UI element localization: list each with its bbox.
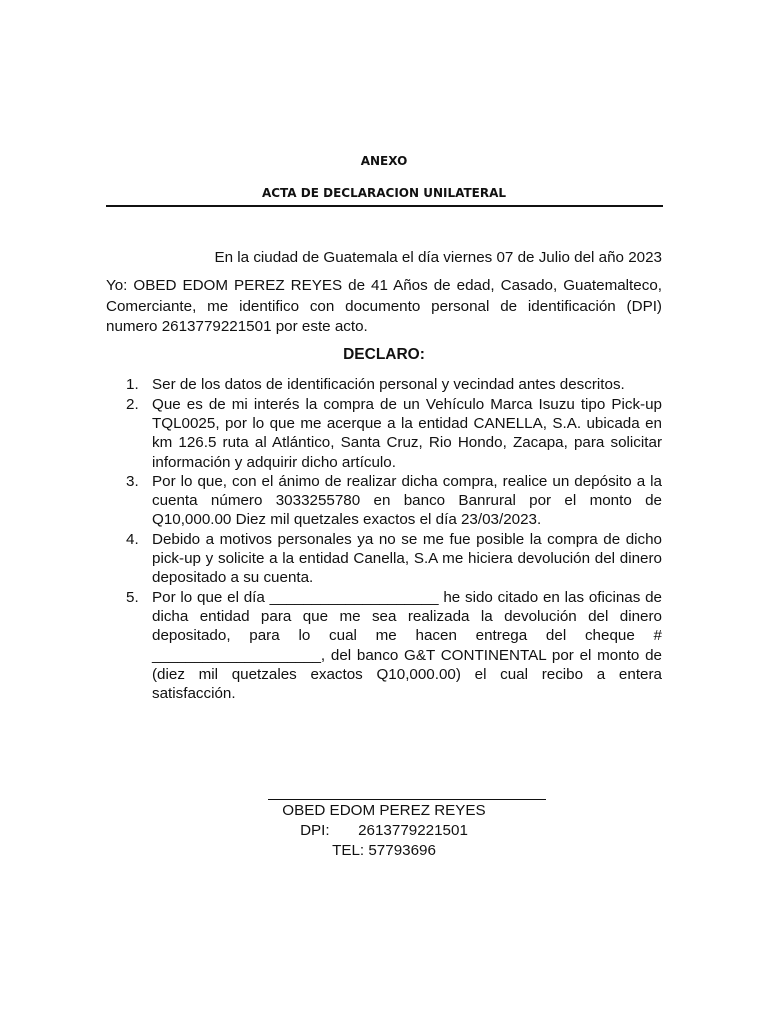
list-item-number: 4.: [126, 531, 139, 548]
signer-phone: TEL: 57793696: [332, 842, 436, 859]
list-item-text: Ser de los datos de identificación personal y vecindad antes descritos.: [152, 376, 625, 393]
dpi-value: 2613779221501: [358, 822, 468, 839]
document-title: ACTA DE DECLARACION UNILATERAL: [261, 186, 507, 200]
place-date-line: En la ciudad de Guatemala el día viernes 07 de Julio del año 2023: [214, 249, 662, 266]
list-item: [106, 395, 662, 472]
signer-dpi: [0, 821, 768, 841]
list-item-number: 1.: [126, 376, 139, 393]
list-item-text: Que es de mi interés la compra de un Vehículo Marca Isuzu tipo Pick-up TQL0025, por lo que me acerque a la entidad CANELLA, S.A. ubicada en km 126.5 ruta al Atlántico, Santa Cruz, Rio Hondo, Zacapa, para solicitar información y adquirir dicho artículo.: [152, 396, 662, 471]
list-item-number: 3.: [126, 473, 139, 490]
list-item-text: Por lo que el día ____________________ he sido citado en las oficinas de dicha entidad para que me sea realizada la devolución del dinero depositado, para lo cual me hacen entrega del cheque # ____________________, del banco G&T CONTINENTAL por el monto de (diez mil quetzales exactos Q10,000.00) el cual recibo a entera satisfacción.: [152, 589, 662, 703]
dpi-label: DPI:: [300, 822, 330, 839]
list-item: [106, 588, 662, 703]
title-rule: [106, 205, 663, 207]
declaro-heading: DECLARO:: [343, 346, 425, 363]
list-item-text: Debido a motivos personales ya no se me fue posible la compra de dicho pick-up y solicite a la entidad Canella, S.A me hiciera devolución del dinero depositado a su cuenta.: [152, 531, 662, 587]
signature-line: [268, 799, 546, 800]
list-item-number: 2.: [126, 396, 139, 413]
list-item: [106, 472, 662, 530]
list-item: [106, 375, 662, 394]
list-item: [106, 530, 662, 588]
list-item-text: Por lo que, con el ánimo de realizar dicha compra, realice un depósito a la cuenta número 3033255780 en banco Banrural por el monto de Q10,000.00 Diez mil quetzales exactos el día 23/03/2023.: [152, 473, 662, 529]
list-item-number: 5.: [126, 589, 139, 606]
annex-heading: ANEXO: [360, 154, 408, 168]
signer-name: OBED EDOM PEREZ REYES: [282, 802, 486, 819]
identity-paragraph: Yo: OBED EDOM PEREZ REYES de 41 Años de edad, Casado, Guatemalteco, Comerciante, me identifico con documento personal de identificación (DPI) numero 2613779221501 por este acto.: [106, 277, 662, 335]
